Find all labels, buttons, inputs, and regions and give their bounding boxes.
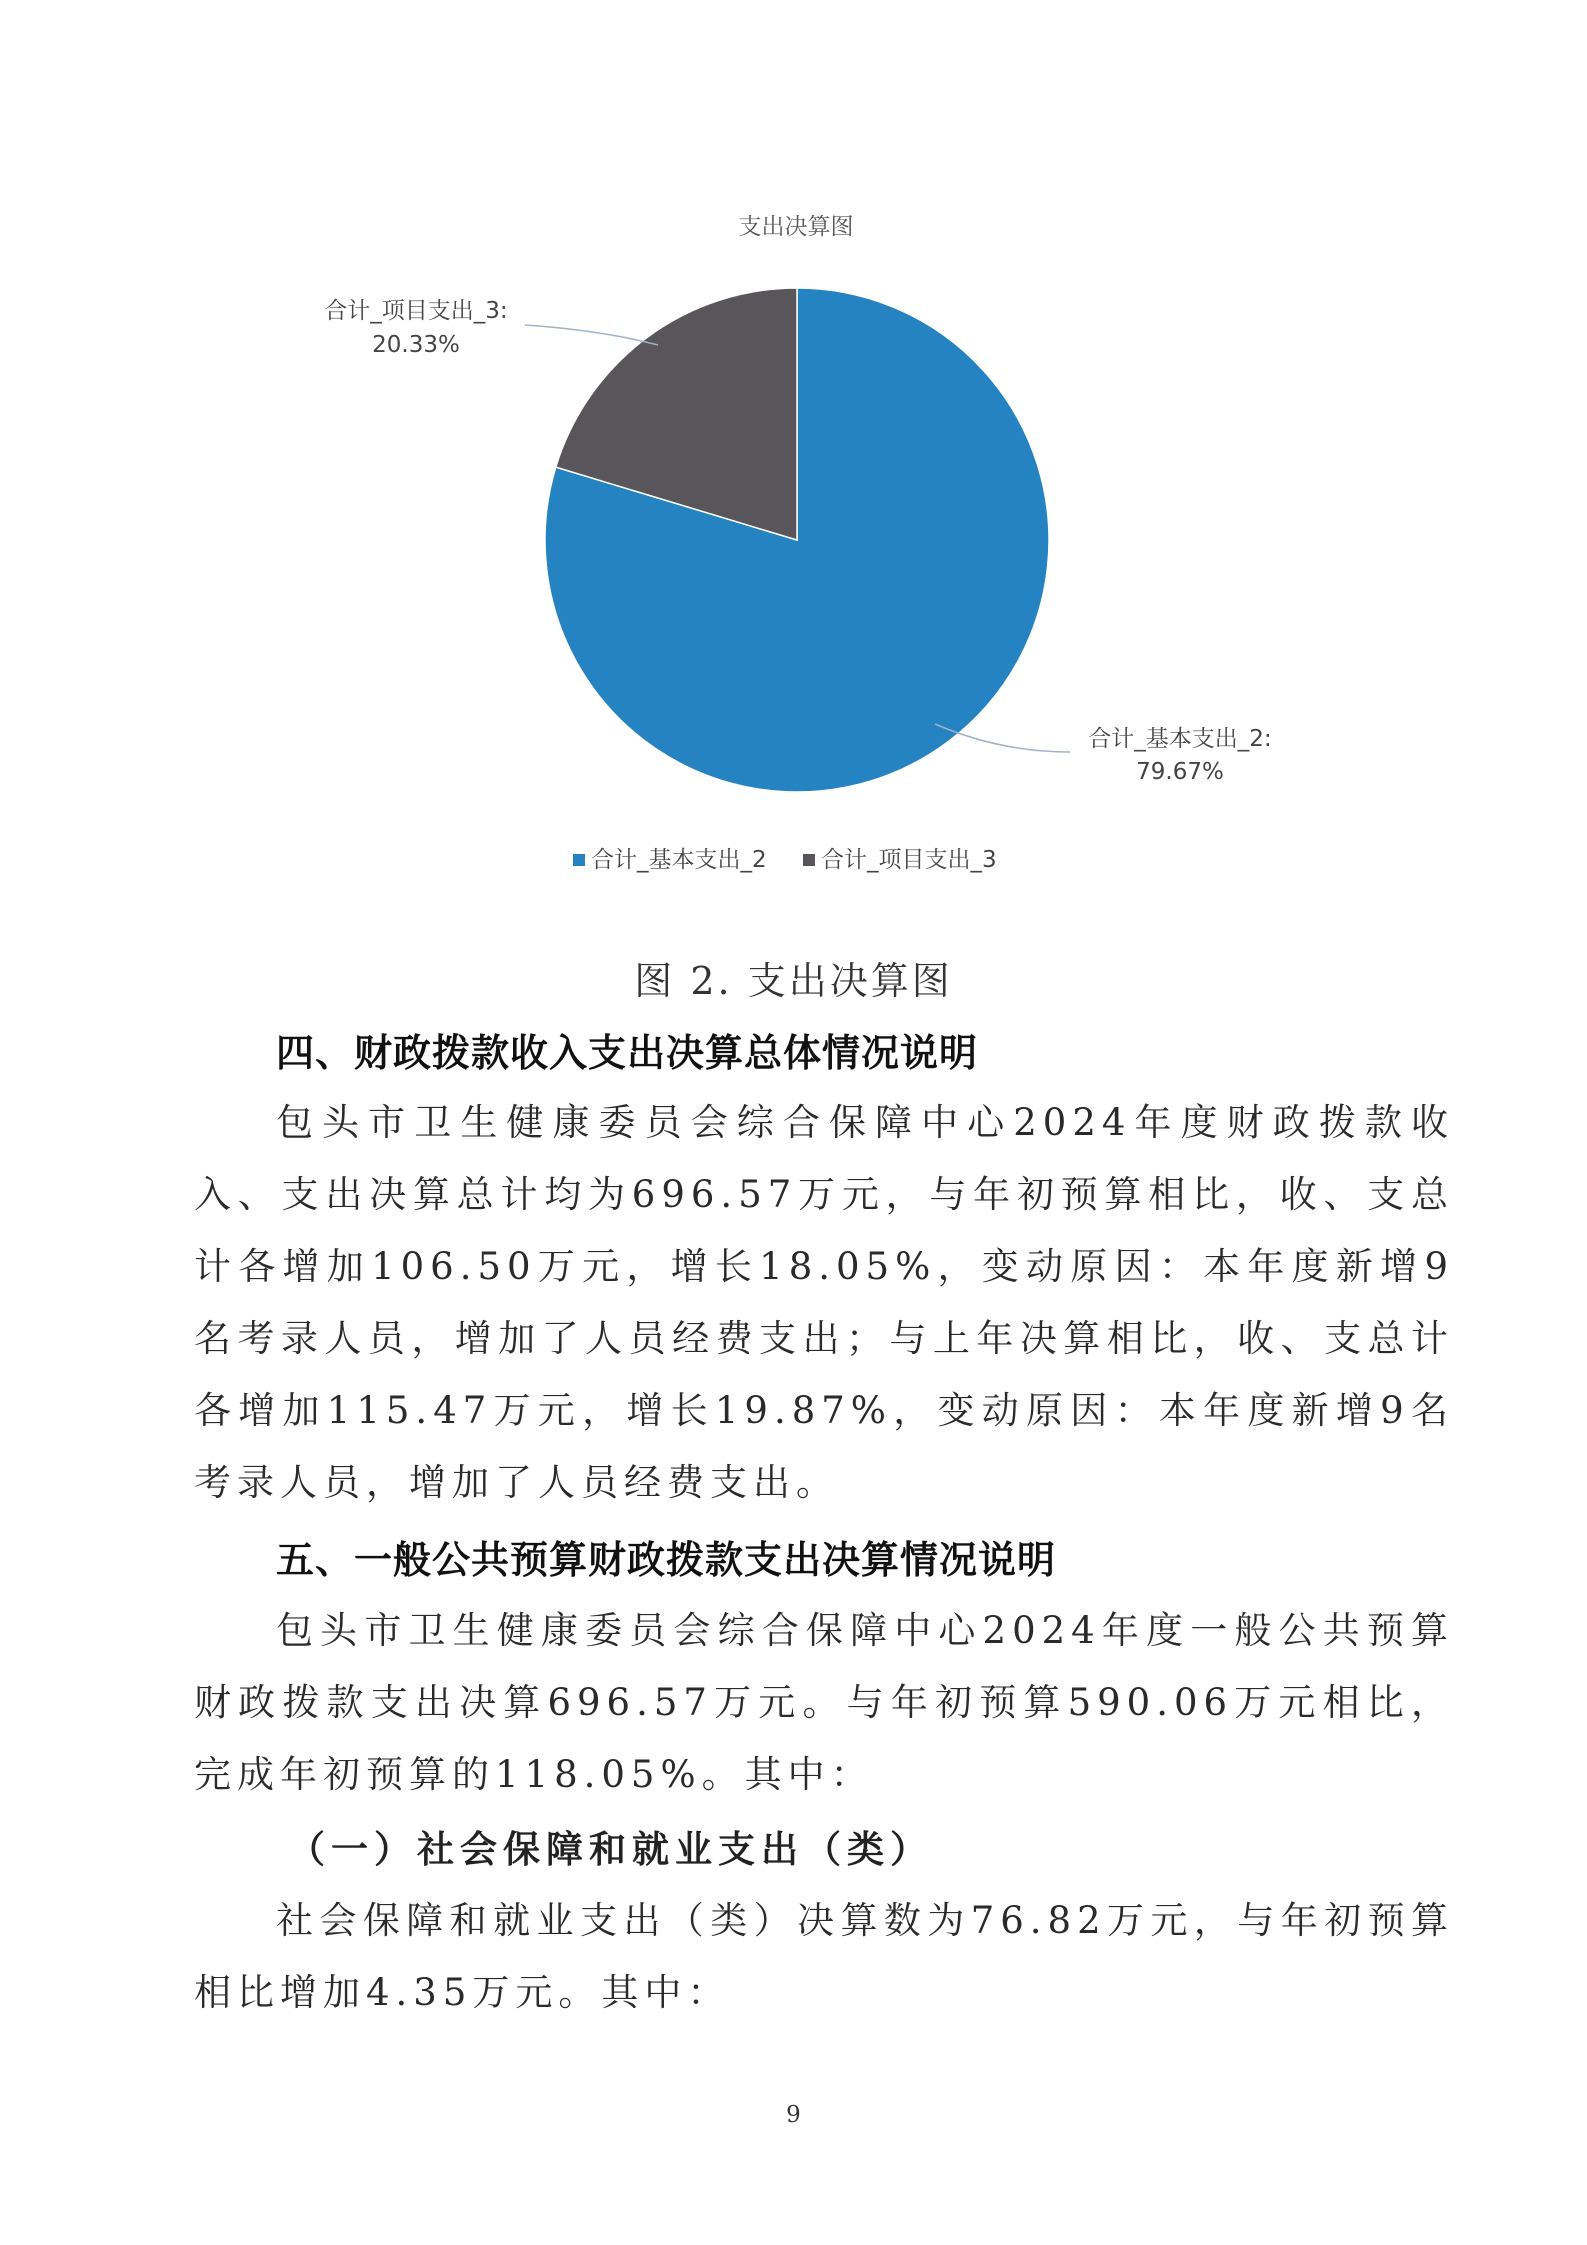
legend-swatch-project	[803, 854, 815, 866]
slice-label-project-name: 合计_项目支出_3:	[324, 298, 508, 324]
slice-label-project-value: 20.33%	[372, 332, 460, 358]
slice-label-basic-value: 79.67%	[1136, 759, 1224, 785]
chart-title: 支出决算图	[738, 214, 854, 240]
leader-line-project	[525, 325, 658, 345]
subsection-1-heading: （一）社会保障和就业支出（类）	[288, 1827, 933, 1871]
section-4-heading: 四、财政拨款收入支出决算总体情况说明	[276, 1031, 979, 1075]
page-number: 9	[786, 2102, 801, 2128]
section-5-paragraph: 包头市卫生健康委员会综合保障中心2024年度一般公共预算财政拨款支出决算696.57万元。与年初预算590.06万元相比，完成年初预算的118.05%。其中：	[194, 1609, 1454, 1796]
legend-label-project: 合计_项目支出_3	[821, 847, 997, 873]
figure-caption: 图 2. 支出决算图	[634, 959, 953, 1003]
expenditure-pie-chart	[0, 0, 1587, 900]
slice-label-basic-name: 合计_基本支出_2:	[1088, 726, 1272, 752]
legend-swatch-basic	[573, 854, 585, 866]
chart-legend	[573, 847, 997, 873]
subsection-1-paragraph: 社会保障和就业支出（类）决算数为76.82万元，与年初预算相比增加4.35万元。其中：	[194, 1899, 1454, 2014]
pie-slices	[545, 288, 1049, 792]
section-4-paragraph: 包头市卫生健康委员会综合保障中心2024年度财政拨款收入、支出决算总计均为696.57万元，与年初预算相比，收、支总计各增加106.50万元，增长18.05%，变动原因：本年度新增9名考录人员，增加了人员经费支出；与上年决算相比，收、支总计各增加115.47万元，增长19.87%，变动原因：本年度新增9名考录人员，增加了人员经费支出。	[194, 1101, 1454, 1504]
legend-label-basic: 合计_基本支出_2	[591, 847, 767, 873]
section-5-heading: 五、一般公共预算财政拨款支出决算情况说明	[276, 1538, 1057, 1582]
